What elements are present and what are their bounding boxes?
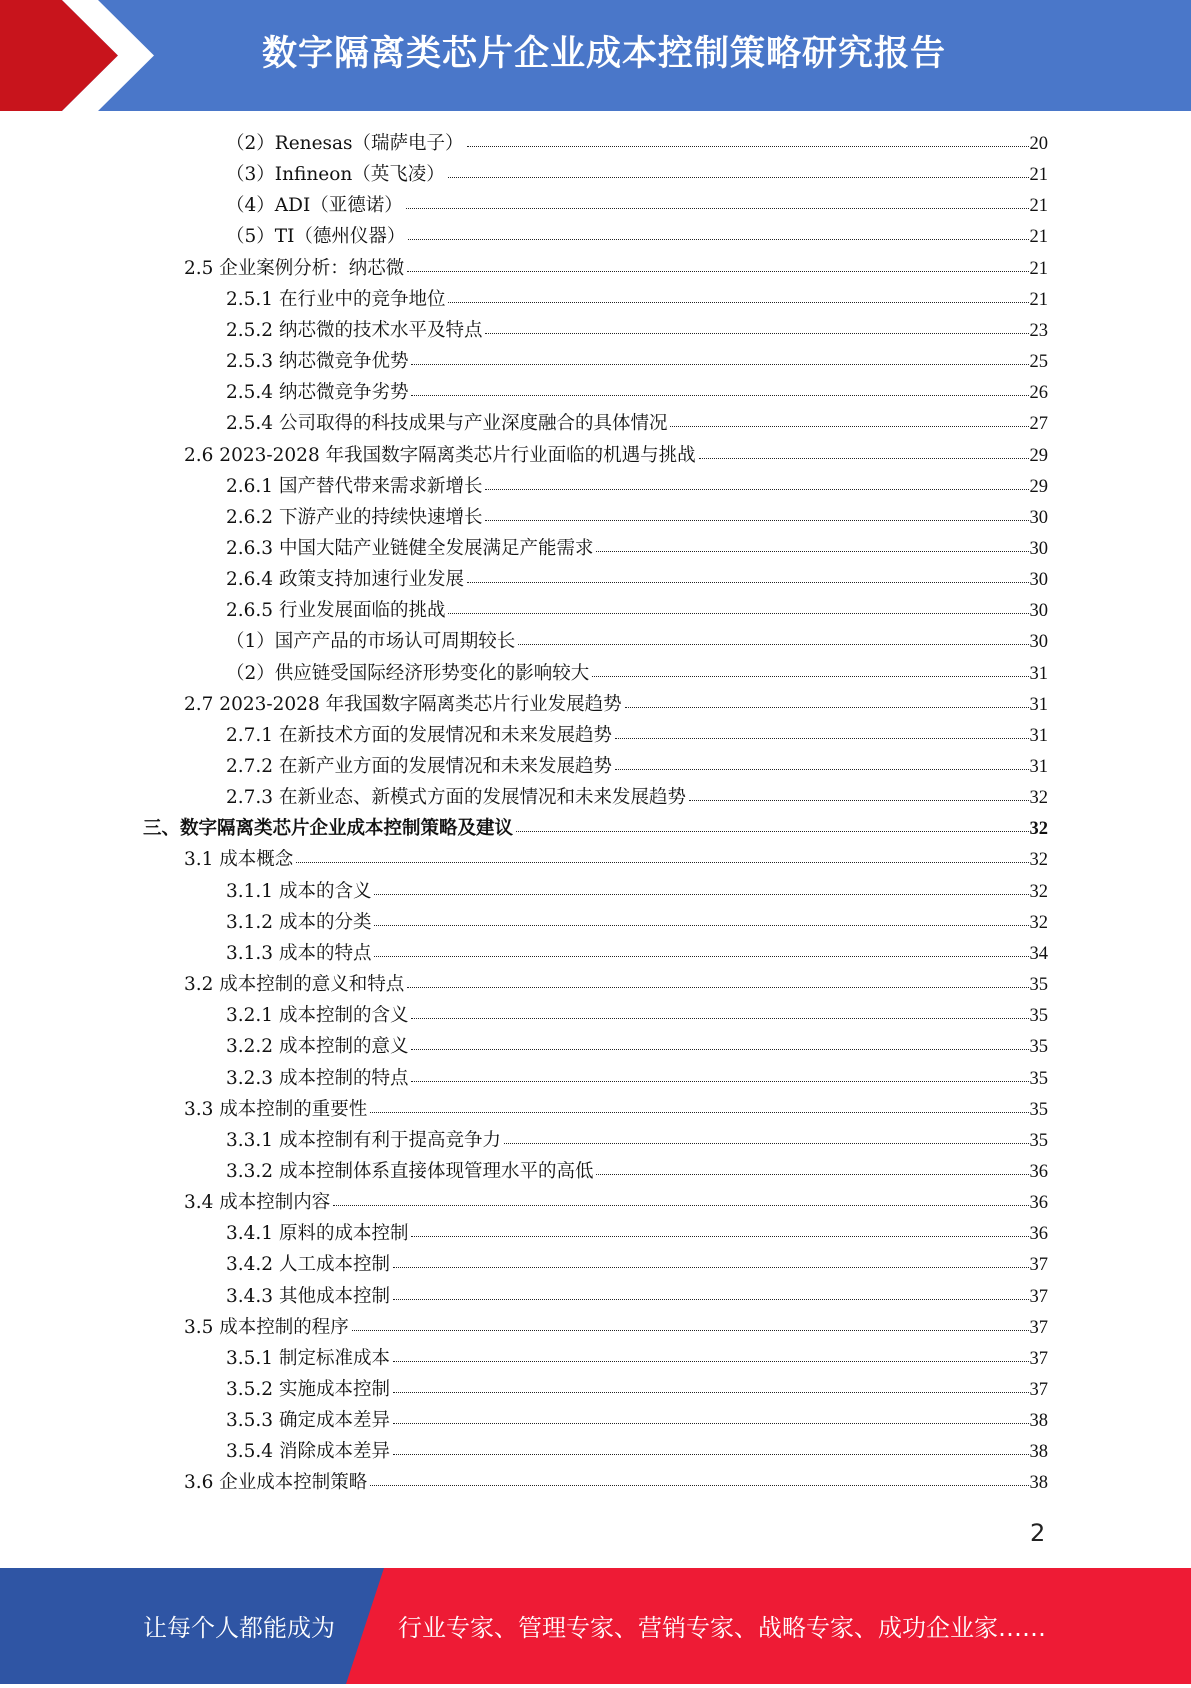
toc-leader-dots: [406, 208, 1029, 209]
arrow-logo-icon: [0, 0, 260, 111]
toc-entry[interactable]: [226, 595, 1048, 626]
toc-entry-label: 2.5.1 在行业中的竞争地位: [226, 288, 446, 310]
toc-leader-dots: [467, 146, 1029, 147]
toc-leader-dots: [596, 1174, 1028, 1175]
toc-leader-dots: [374, 894, 1028, 895]
toc-entry-label: 3.1.3 成本的特点: [226, 942, 372, 964]
page-number: 2: [1030, 1519, 1046, 1547]
toc-entry-page: 21: [1029, 289, 1048, 310]
toc-entry[interactable]: [226, 1218, 1048, 1249]
toc-entry-page: 34: [1029, 943, 1048, 964]
toc-entry[interactable]: [226, 1249, 1048, 1280]
toc-leader-dots: [448, 302, 1028, 303]
toc-entry-label: 3.1 成本概念: [184, 849, 294, 871]
toc-leader-dots: [393, 1267, 1029, 1268]
toc-entry[interactable]: [226, 1405, 1048, 1436]
toc-entry[interactable]: [226, 876, 1048, 907]
toc-entry-label: 2.6.4 政策支持加速行业发展: [226, 569, 464, 591]
toc-entry-page: 21: [1029, 227, 1048, 248]
toc-leader-dots: [411, 395, 1028, 396]
toc-entry-page: 37: [1029, 1286, 1048, 1307]
toc-leader-dots: [615, 738, 1029, 739]
toc-entry[interactable]: [184, 1094, 1048, 1125]
toc-entry[interactable]: [226, 1374, 1048, 1405]
toc-entry-label: （2）供应链受国际经济形势变化的影响较大: [226, 662, 590, 684]
toc-entry[interactable]: [226, 626, 1048, 657]
toc-entry-label: 3.5 成本控制的程序: [184, 1316, 349, 1338]
toc-entry-page: 35: [1029, 975, 1048, 996]
toc-entry-page: 31: [1029, 757, 1048, 777]
toc-entry[interactable]: [226, 128, 1048, 159]
toc-entry-label: 3.4 成本控制内容: [184, 1192, 331, 1214]
toc-entry-page: 30: [1029, 632, 1048, 653]
toc-entry[interactable]: [226, 564, 1048, 595]
toc-leader-dots: [393, 1299, 1029, 1300]
toc-entry-label: 3.4.3 其他成本控制: [226, 1285, 390, 1307]
toc-entry-label: 3.4.2 人工成本控制: [226, 1254, 390, 1276]
toc-entry[interactable]: [226, 1125, 1048, 1156]
toc-entry-label: （2）Renesas（瑞萨电子）: [226, 133, 464, 154]
toc-entry[interactable]: [226, 1436, 1048, 1467]
toc-entry-page: 32: [1029, 819, 1048, 840]
toc-entry-page: 26: [1029, 383, 1048, 404]
toc-entry[interactable]: [226, 720, 1048, 751]
toc-entry-page: 35: [1029, 1130, 1048, 1151]
toc-entry-label: 2.5.2 纳芯微的技术水平及特点: [226, 319, 483, 341]
toc-leader-dots: [370, 1485, 1028, 1486]
toc-entry-label: 3.5.3 确定成本差异: [226, 1410, 390, 1432]
toc-entry-label: 2.7.3 在新业态、新模式方面的发展情况和未来发展趋势: [226, 787, 686, 809]
toc-entry-page: 35: [1029, 1037, 1048, 1058]
toc-leader-dots: [393, 1361, 1029, 1362]
toc-entry-label: 3.2.1 成本控制的含义: [226, 1005, 409, 1027]
toc-entry[interactable]: [226, 190, 1048, 221]
toc-entry-page: 31: [1029, 663, 1048, 684]
toc-entry-label: 2.6.5 行业发展面临的挑战: [226, 600, 446, 622]
toc-entry-label: 2.6 2023-2028 年我国数字隔离类芯片行业面临的机遇与挑战: [184, 444, 696, 466]
toc-leader-dots: [407, 271, 1028, 272]
toc-entry[interactable]: [184, 253, 1048, 284]
toc-entry[interactable]: [226, 471, 1048, 502]
toc-entry-label: 3.2 成本控制的意义和特点: [184, 974, 405, 996]
toc-entry-page: 25: [1029, 352, 1048, 373]
toc-leader-dots: [518, 644, 1028, 645]
toc-leader-dots: [333, 1205, 1028, 1206]
toc-leader-dots: [467, 582, 1029, 583]
toc-entry-page: 29: [1029, 445, 1048, 466]
toc-entry-label: 3.1.2 成本的分类: [226, 911, 372, 933]
toc-entry-page: 32: [1029, 788, 1048, 809]
toc-entry[interactable]: [226, 907, 1048, 938]
footer-slogan-right: 行业专家、管理专家、营销专家、战略专家、成功企业家……: [398, 1614, 1046, 1642]
toc-entry-label: 3.6 企业成本控制策略: [184, 1472, 368, 1494]
toc-entry[interactable]: [184, 1312, 1048, 1343]
toc-entry-page: 37: [1029, 1348, 1048, 1369]
toc-leader-dots: [448, 177, 1029, 178]
toc-leader-dots: [393, 1423, 1029, 1424]
toc-entry[interactable]: [226, 159, 1048, 190]
toc-leader-dots: [592, 676, 1028, 677]
toc-entry-page: 31: [1029, 725, 1048, 746]
toc-entry-label: 3.2.2 成本控制的意义: [226, 1036, 409, 1058]
toc-entry-label: 2.7 2023-2028 年我国数字隔离类芯片行业发展趋势: [184, 693, 622, 715]
report-title: 数字隔离类芯片企业成本控制策略研究报告: [262, 34, 947, 74]
toc-leader-dots: [393, 1454, 1029, 1455]
toc-leader-dots: [699, 458, 1029, 459]
toc-entry[interactable]: [184, 1467, 1048, 1498]
toc-entry-page: 21: [1029, 196, 1048, 217]
toc-entry[interactable]: [226, 1031, 1048, 1062]
toc-entry-page: 23: [1029, 320, 1048, 341]
toc-entry-label: 3.4.1 原料的成本控制: [226, 1223, 409, 1245]
toc-entry-page: 30: [1029, 507, 1048, 528]
toc-entry[interactable]: [226, 1156, 1048, 1187]
header-banner: [0, 0, 1191, 111]
toc-entry[interactable]: [226, 1000, 1048, 1031]
toc-entry-page: 32: [1029, 881, 1048, 902]
toc-entry-page: 35: [1029, 1068, 1048, 1089]
toc-entry-label: 3.3 成本控制的重要性: [184, 1098, 368, 1120]
toc-leader-dots: [411, 1081, 1028, 1082]
toc-entry-page: 35: [1029, 1006, 1048, 1027]
toc-entry[interactable]: [226, 346, 1048, 377]
toc-entry-label: 3.1.1 成本的含义: [226, 880, 372, 902]
toc-leader-dots: [411, 1049, 1028, 1050]
toc-entry-page: 36: [1029, 1224, 1048, 1245]
toc-entry-label: 3.5.4 消除成本差异: [226, 1441, 390, 1463]
toc-leader-dots: [374, 956, 1028, 957]
toc-leader-dots: [411, 364, 1028, 365]
toc-leader-dots: [485, 520, 1028, 521]
toc-entry-page: 38: [1029, 1411, 1048, 1432]
toc-entry-label: 3.5.2 实施成本控制: [226, 1379, 390, 1400]
toc-entry[interactable]: [184, 844, 1048, 875]
toc-entry-label: 2.6.2 下游产业的持续快速增长: [226, 506, 483, 528]
toc-leader-dots: [411, 1236, 1028, 1237]
toc-leader-dots: [625, 707, 1029, 708]
toc-leader-dots: [408, 239, 1028, 240]
toc-entry-page: 31: [1029, 694, 1048, 715]
toc-leader-dots: [596, 551, 1028, 552]
toc-leader-dots: [670, 426, 1028, 427]
toc-entry-page: 20: [1029, 134, 1048, 154]
toc-entry-label: 2.5.4 纳芯微竞争劣势: [226, 382, 409, 404]
toc-leader-dots: [407, 987, 1028, 988]
toc-entry[interactable]: [184, 969, 1048, 1000]
toc-entry-page: 30: [1029, 570, 1048, 591]
toc-entry-page: 32: [1029, 850, 1048, 871]
toc-entry-page: 30: [1029, 601, 1048, 622]
toc-entry-label: 2.6.1 国产替代带来需求新增长: [226, 475, 483, 497]
toc-leader-dots: [504, 1143, 1029, 1144]
toc-leader-dots: [374, 925, 1028, 926]
toc-leader-dots: [516, 831, 1028, 832]
toc-entry-label: 3.3.1 成本控制有利于提高竞争力: [226, 1129, 501, 1151]
toc-entry[interactable]: [226, 377, 1048, 408]
toc-entry[interactable]: [143, 813, 1048, 844]
toc-entry[interactable]: [226, 938, 1048, 969]
toc-entry-page: 29: [1029, 476, 1048, 497]
toc-entry-page: 37: [1029, 1380, 1048, 1400]
toc-entry-label: 2.7.1 在新技术方面的发展情况和未来发展趋势: [226, 724, 612, 746]
footer-slogan-left: 让每个人都能成为: [143, 1614, 335, 1642]
toc-entry[interactable]: [184, 440, 1048, 471]
toc-leader-dots: [448, 613, 1028, 614]
toc-entry-label: 3.3.2 成本控制体系直接体现管理水平的高低: [226, 1160, 594, 1182]
toc-entry[interactable]: [184, 689, 1048, 720]
toc-entry-label: 2.6.3 中国大陆产业链健全发展满足产能需求: [226, 537, 594, 559]
toc-entry-page: 38: [1029, 1442, 1048, 1463]
toc-leader-dots: [370, 1112, 1028, 1113]
toc-entry-page: 21: [1029, 258, 1048, 279]
toc-entry[interactable]: [226, 782, 1048, 813]
toc-entry[interactable]: [226, 533, 1048, 564]
toc-entry-label: 2.5 企业案例分析：纳芯微: [184, 257, 405, 279]
toc-entry[interactable]: [226, 408, 1048, 439]
toc-entry-page: 37: [1029, 1255, 1048, 1276]
toc-entry-label: 3.5.1 制定标准成本: [226, 1347, 390, 1369]
toc-entry[interactable]: [226, 1281, 1048, 1312]
toc-entry-page: 30: [1029, 538, 1048, 559]
toc-leader-dots: [393, 1392, 1029, 1393]
toc-leader-dots: [296, 862, 1028, 863]
toc-leader-dots: [352, 1330, 1029, 1331]
toc-entry-page: 27: [1029, 414, 1048, 435]
toc-entry-label: 2.5.3 纳芯微竞争优势: [226, 351, 409, 373]
toc-entry-label: 2.5.4 公司取得的科技成果与产业深度融合的具体情况: [226, 413, 668, 435]
toc-entry-label: 2.7.2 在新产业方面的发展情况和未来发展趋势: [226, 756, 612, 777]
toc-entry-label: 三、数字隔离类芯片企业成本控制策略及建议: [143, 818, 514, 840]
toc-leader-dots: [411, 1018, 1028, 1019]
toc-entry[interactable]: [226, 315, 1048, 346]
toc-leader-dots: [615, 769, 1029, 770]
toc-entry[interactable]: [184, 1187, 1048, 1218]
toc-leader-dots: [485, 333, 1028, 334]
toc-entry-page: 35: [1029, 1099, 1048, 1120]
footer-banner: [0, 1568, 1191, 1684]
toc-leader-dots: [485, 489, 1028, 490]
toc-entry-page: 21: [1029, 165, 1048, 186]
toc-entry[interactable]: [226, 1343, 1048, 1374]
toc-entry-label: （4）ADI（亚德诺）: [226, 195, 403, 217]
toc-entry-label: （3）Infineon（英飞凌）: [226, 164, 445, 186]
toc-entry-page: 36: [1029, 1193, 1048, 1214]
toc-entry[interactable]: [226, 221, 1048, 252]
toc-entry-label: （5）TI（德州仪器）: [226, 226, 406, 248]
toc-entry[interactable]: [226, 502, 1048, 533]
toc-entry[interactable]: [226, 1063, 1048, 1094]
toc-entry-page: 38: [1029, 1473, 1048, 1494]
toc-entry-label: （1）国产产品的市场认可周期较长: [226, 631, 516, 653]
toc-entry-page: 37: [1029, 1317, 1048, 1338]
toc-entry[interactable]: [226, 751, 1048, 782]
toc-entry-page: 36: [1029, 1161, 1048, 1182]
toc-leader-dots: [689, 800, 1029, 801]
toc-entry-page: 32: [1029, 912, 1048, 933]
toc-entry[interactable]: [226, 284, 1048, 315]
toc-entry[interactable]: [226, 658, 1048, 689]
toc-entry-label: 3.2.3 成本控制的特点: [226, 1067, 409, 1089]
